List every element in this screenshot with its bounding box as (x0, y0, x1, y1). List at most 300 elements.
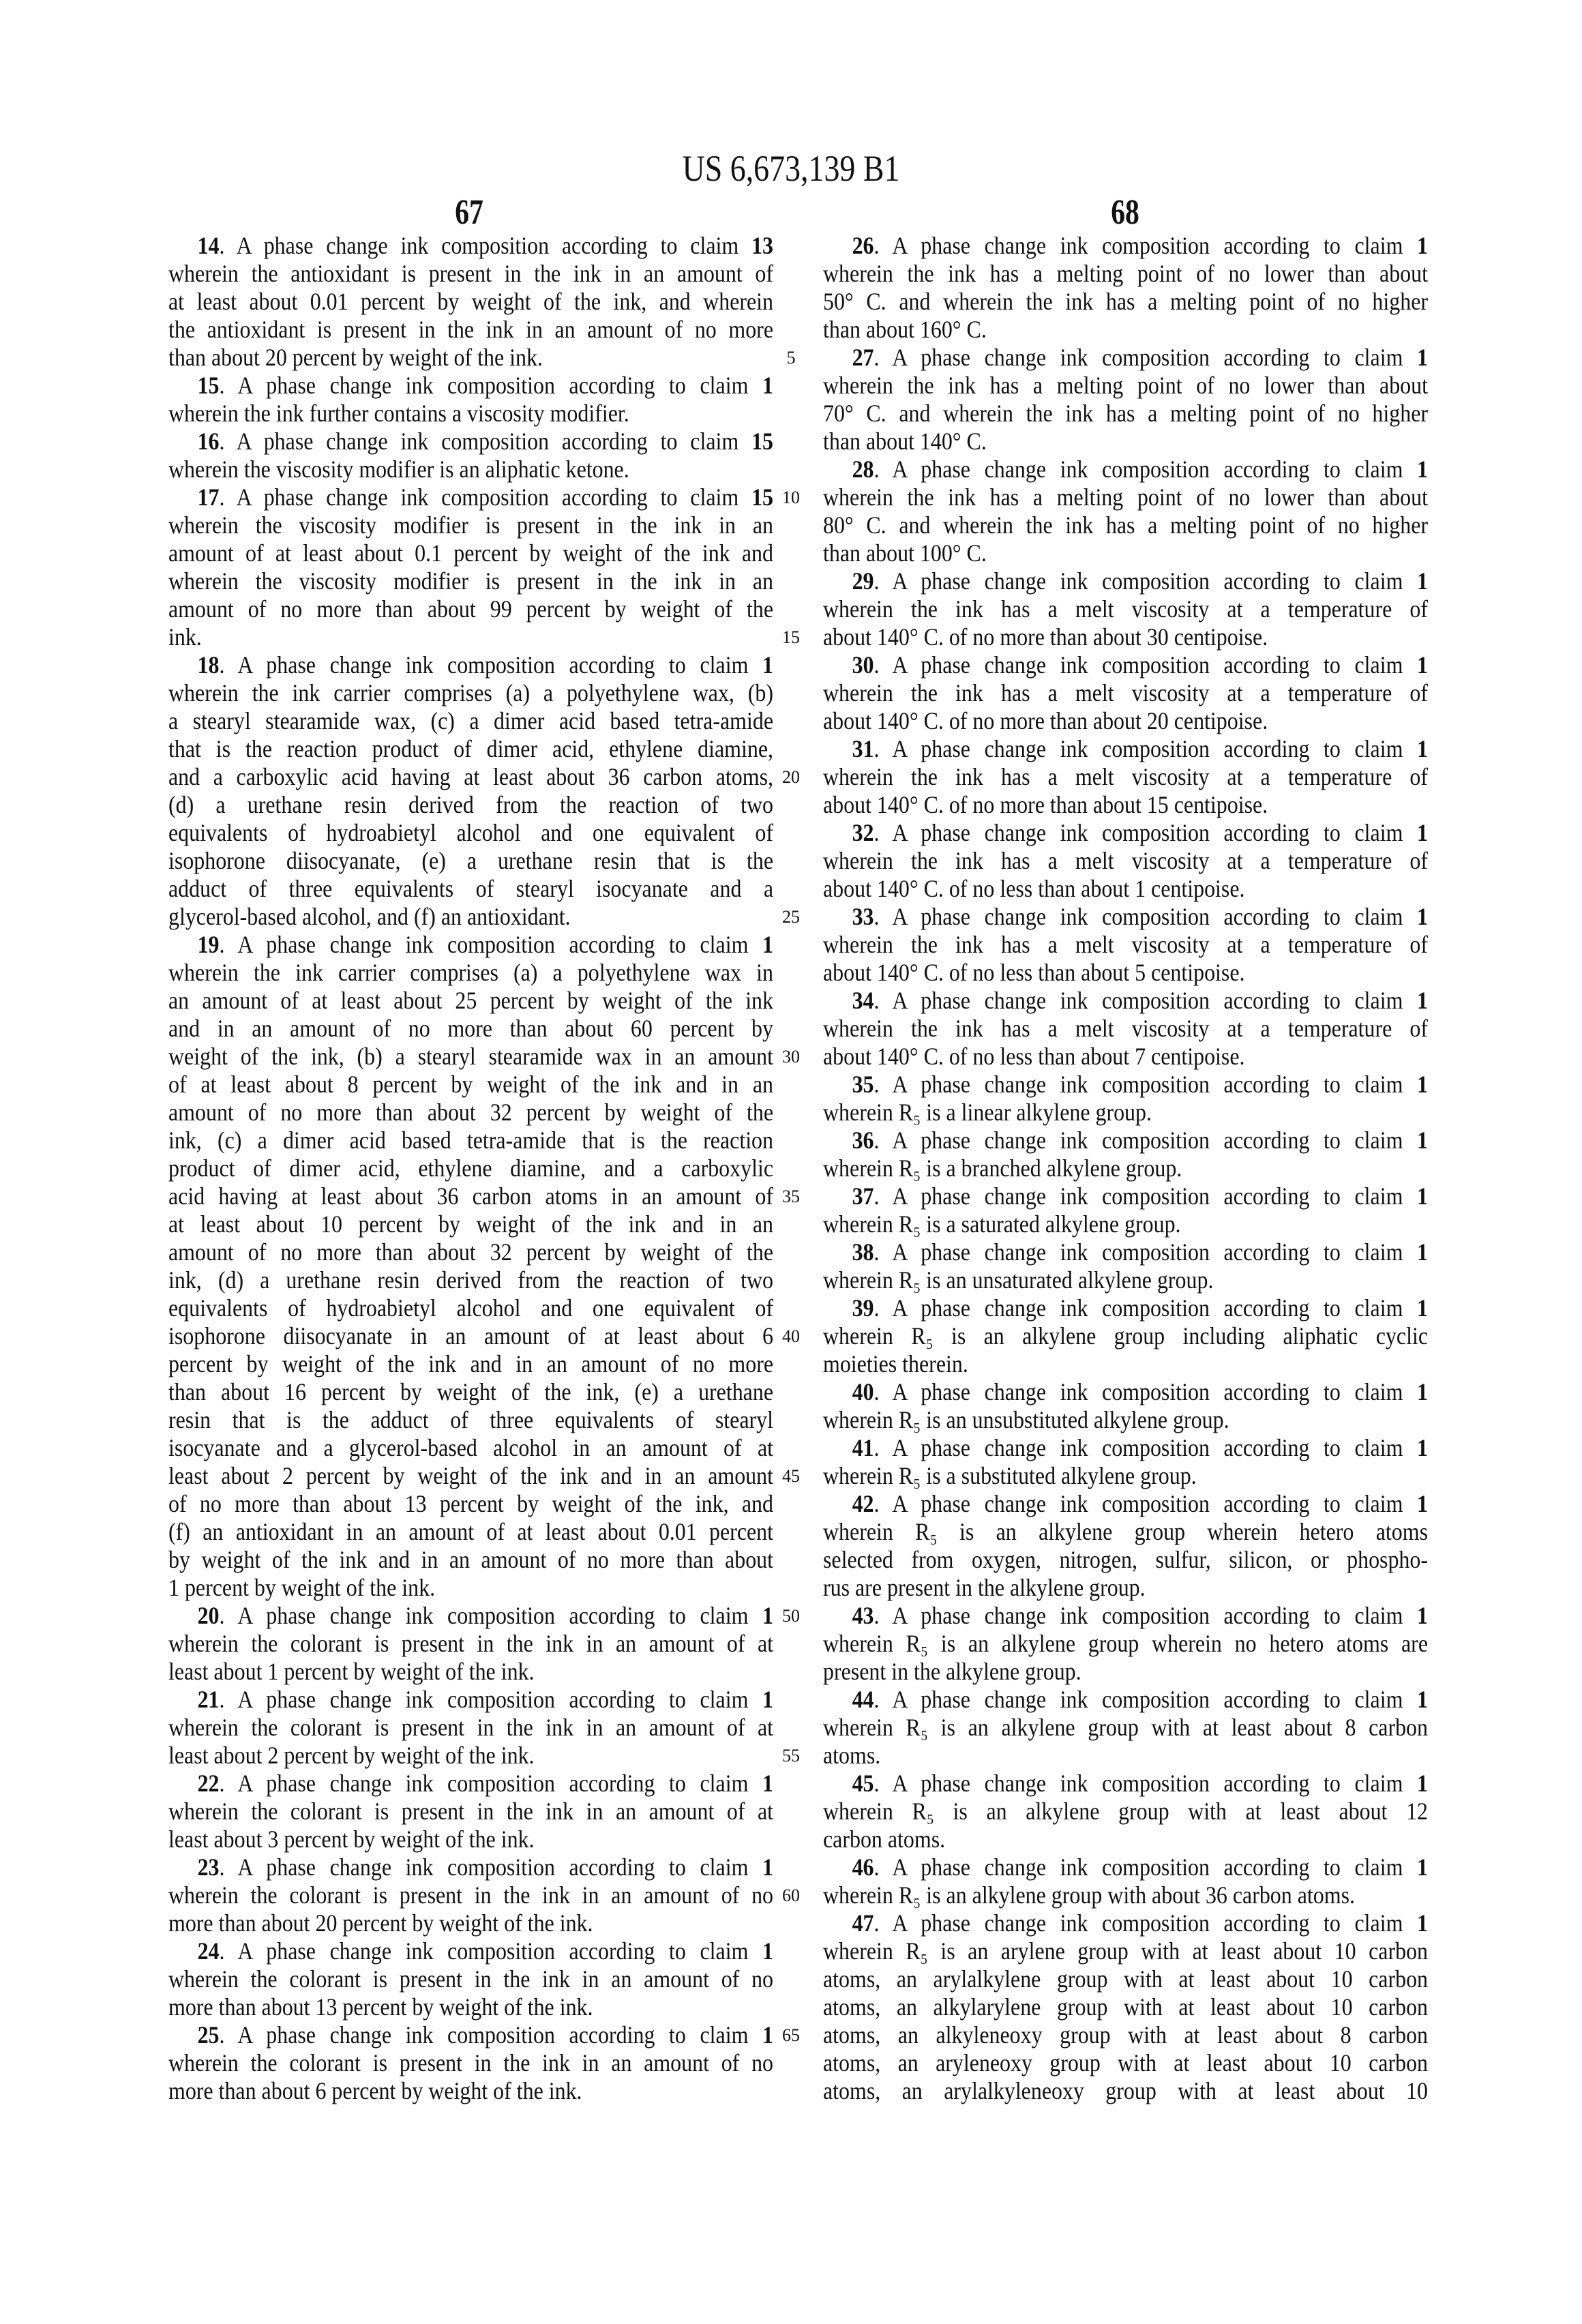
line-text: . A phase change ink composition according to claim (874, 1238, 1418, 1266)
line-text: more than about 6 percent by weight of the ink. (168, 2077, 582, 2104)
claim-reference: 1 (762, 651, 773, 679)
line-text: atoms, an alkyleneoxy group with at least about 8 carbon (823, 2021, 1428, 2049)
claim-start-line (168, 1853, 773, 1881)
line-text: . A phase change ink composition according to claim (220, 1602, 763, 1629)
line-text: adduct of three equivalents of stearyl isocyanate and a (168, 875, 773, 902)
line-text: . A phase change ink composition according to claim (220, 1937, 763, 1965)
line-text: (f) an antioxidant in an amount of at least about 0.01 percent (168, 1518, 773, 1545)
line-text: . A phase change ink composition according to claim (874, 1071, 1418, 1098)
text-line (823, 1015, 1428, 1043)
line-text: . A phase change ink composition according to claim (220, 651, 763, 679)
claim-number: 46 (852, 1853, 874, 1881)
claim-number: 47 (852, 1909, 874, 1937)
text-line (168, 1490, 773, 1518)
line-text: . A phase change ink composition according to claim (874, 567, 1418, 595)
line-text: wherein the ink has a melting point of no lower than about (823, 483, 1428, 511)
claim-number: 26 (852, 232, 874, 259)
line-text: . A phase change ink composition according to claim (874, 1770, 1418, 1797)
text-line (823, 1154, 1428, 1182)
line-text: atoms. (823, 1742, 880, 1769)
claim-number: 36 (852, 1127, 874, 1154)
claim-start-line (823, 651, 1428, 679)
claim-number: 27 (852, 344, 874, 371)
line-text: wherein the ink has a melt viscosity at a temperature of (823, 763, 1428, 790)
line-text: . A phase change ink composition according to claim (220, 428, 752, 455)
margin-line-number: 15 (777, 623, 805, 651)
claim-reference: 1 (1417, 987, 1428, 1014)
line-text: . A phase change ink composition according to claim (220, 1853, 763, 1881)
text-line (823, 875, 1428, 903)
line-text: wherein the ink has a melt viscosity at a temperature of (823, 595, 1428, 623)
claim-start-line (823, 1909, 1428, 1937)
text-line (168, 875, 773, 903)
line-text: . A phase change ink composition according to claim (874, 1686, 1418, 1713)
line-text: wherein the colorant is present in the ink in an amount of at (168, 1714, 773, 1741)
claim-reference: 1 (762, 2021, 773, 2049)
claim-reference: 1 (762, 1602, 773, 1629)
claim-start-line (823, 1294, 1428, 1322)
line-text: wherein R₅ is a linear alkylene group. (823, 1099, 1152, 1126)
line-text: more than about 13 percent by weight of the ink. (168, 1993, 593, 2021)
line-text: least about 2 percent by weight of the ink. (168, 1742, 534, 1769)
line-text: wherein the ink has a melt viscosity at a temperature of (823, 931, 1428, 958)
line-text: least about 1 percent by weight of the ink. (168, 1658, 534, 1685)
line-text: ink, (c) a dimer acid based tetra-amide that is the reaction (168, 1127, 773, 1154)
line-text: 80° C. and wherein the ink has a melting point of no higher (823, 511, 1428, 539)
line-text: equivalents of hydroabietyl alcohol and one equivalent of (168, 819, 773, 846)
claim-reference: 15 (751, 428, 773, 455)
line-text: least about 3 percent by weight of the ink. (168, 1826, 534, 1853)
text-line (168, 2077, 773, 2105)
line-text: wherein the antioxidant is present in the ink in an amount of (168, 260, 773, 287)
claim-number: 43 (852, 1602, 874, 1629)
text-line (823, 1099, 1428, 1127)
line-text: at least about 10 percent by weight of the ink and in an (168, 1210, 773, 1238)
text-line (168, 1378, 773, 1406)
line-text: rus are present in the alkylene group. (823, 1574, 1146, 1601)
text-line (168, 1071, 773, 1099)
line-text: about 140° C. of no less than about 7 centipoise. (823, 1043, 1245, 1070)
line-text: wherein R₅ is an unsaturated alkylene group. (823, 1266, 1213, 1294)
text-line (823, 316, 1428, 344)
text-line (823, 791, 1428, 819)
text-line (823, 959, 1428, 987)
text-line (823, 260, 1428, 288)
line-text: and in an amount of no more than about 60 percent by (168, 1015, 773, 1042)
claim-reference: 1 (762, 1937, 773, 1965)
claim-start-line (823, 1378, 1428, 1406)
text-line (168, 763, 773, 791)
line-text: by weight of the ink and in an amount of no more than about (168, 1546, 773, 1573)
claim-start-line (823, 456, 1428, 483)
text-line (168, 260, 773, 288)
text-line (823, 1658, 1428, 1686)
claim-number: 35 (852, 1071, 874, 1098)
line-text: the antioxidant is present in the ink in an amount of no more (168, 316, 773, 343)
patent-number: US 6,673,139 B1 (119, 145, 1463, 192)
text-line (168, 1434, 773, 1462)
text-line (168, 1462, 773, 1490)
claim-reference: 1 (1417, 1238, 1428, 1266)
line-text: ink. (168, 623, 202, 651)
text-line (168, 1266, 773, 1294)
claim-start-line (168, 1602, 773, 1630)
claim-start-line (823, 1853, 1428, 1881)
line-text: 50° C. and wherein the ink has a melting point of no higher (823, 288, 1428, 315)
line-text: wherein the colorant is present in the ink in an amount of no (168, 2049, 773, 2076)
text-line (823, 1266, 1428, 1294)
line-text: . A phase change ink composition according to claim (874, 735, 1418, 762)
text-line (168, 1798, 773, 1826)
text-line (168, 567, 773, 595)
text-line (168, 959, 773, 987)
claim-start-line (168, 1770, 773, 1798)
claim-reference: 1 (1417, 1602, 1428, 1629)
text-line (823, 623, 1428, 651)
claim-number: 18 (198, 651, 220, 679)
line-text: . A phase change ink composition according to claim (874, 1853, 1418, 1881)
claim-number: 17 (198, 483, 220, 511)
line-text: . A phase change ink composition according to claim (874, 903, 1418, 930)
claim-reference: 1 (762, 372, 773, 399)
line-text: than about 140° C. (823, 428, 987, 455)
claim-reference: 1 (1417, 1686, 1428, 1713)
text-line (168, 316, 773, 344)
line-text: wherein R₅ is an unsubstituted alkylene group. (823, 1406, 1229, 1433)
line-text: atoms, an arylalkylene group with at least about 10 carbon (823, 1965, 1428, 1993)
claim-reference: 1 (1417, 456, 1428, 483)
line-text: . A phase change ink composition according to claim (874, 1294, 1418, 1322)
text-line (168, 819, 773, 847)
line-text: wherein the colorant is present in the ink in an amount of no (168, 1965, 773, 1993)
text-line (168, 1658, 773, 1686)
margin-line-number: 35 (777, 1182, 805, 1210)
line-text: wherein the ink has a melting point of no lower than about (823, 372, 1428, 399)
claim-start-line (823, 987, 1428, 1015)
line-text: amount of no more than about 32 percent by weight of the (168, 1238, 773, 1266)
text-line (168, 400, 773, 428)
claim-start-line (823, 1490, 1428, 1518)
margin-line-number: 60 (777, 1881, 805, 1909)
claim-number: 41 (852, 1434, 874, 1461)
claim-reference: 1 (1417, 232, 1428, 259)
margin-line-number: 25 (777, 903, 805, 931)
line-text: isophorone diisocyanate in an amount of at least about 6 (168, 1322, 773, 1350)
line-text: amount of no more than about 99 percent by weight of the (168, 595, 773, 623)
line-text: than about 16 percent by weight of the ink, (e) a urethane (168, 1378, 773, 1405)
claim-number: 44 (852, 1686, 874, 1713)
line-text: an amount of at least about 25 percent by weight of the ink (168, 987, 773, 1014)
line-text: wherein R₅ is an alkylene group wherein hetero atoms (823, 1518, 1428, 1545)
line-text: of at least about 8 percent by weight of the ink and in an (168, 1071, 773, 1098)
line-text: . A phase change ink composition according to claim (874, 456, 1418, 483)
claim-reference: 1 (1417, 344, 1428, 371)
text-line (168, 2049, 773, 2077)
claim-reference: 1 (1417, 1434, 1428, 1461)
line-text: . A phase change ink composition according to claim (220, 372, 763, 399)
claim-start-line (823, 1238, 1428, 1266)
claim-reference: 1 (1417, 1490, 1428, 1517)
text-line (168, 511, 773, 539)
text-line (823, 1322, 1428, 1350)
claim-reference: 1 (1417, 1378, 1428, 1405)
claim-start-line (823, 735, 1428, 763)
claim-reference: 15 (751, 483, 773, 511)
margin-line-number: 20 (777, 763, 805, 791)
text-line (823, 288, 1428, 316)
claim-start-line (823, 1182, 1428, 1210)
line-text: weight of the ink, (b) a stearyl stearamide wax in an amount (168, 1043, 773, 1070)
claim-number: 31 (852, 735, 874, 762)
line-text: present in the alkylene group. (823, 1658, 1081, 1685)
text-line (823, 1350, 1428, 1378)
claim-number: 38 (852, 1238, 874, 1266)
text-line (168, 903, 773, 931)
claim-start-line (823, 1602, 1428, 1630)
text-line (168, 539, 773, 567)
text-line (823, 2021, 1428, 2049)
text-line (823, 1210, 1428, 1238)
claim-start-line (168, 483, 773, 511)
line-text: wherein the colorant is present in the ink in an amount of at (168, 1630, 773, 1657)
line-text: ink, (d) a urethane resin derived from the reaction of two (168, 1266, 773, 1294)
text-line (168, 1965, 773, 1993)
claim-number: 33 (852, 903, 874, 930)
text-line (168, 1238, 773, 1266)
line-text: . A phase change ink composition according to claim (874, 651, 1418, 679)
text-line (823, 1462, 1428, 1490)
line-text: . A phase change ink composition according to claim (220, 1686, 763, 1713)
text-line (823, 1742, 1428, 1770)
claim-number: 39 (852, 1294, 874, 1322)
text-line (168, 595, 773, 623)
line-text: wherein R₅ is an alkylene group wherein no hetero atoms are (823, 1630, 1428, 1657)
line-text: least about 2 percent by weight of the ink and in an amount (168, 1462, 773, 1489)
text-line (823, 1518, 1428, 1546)
claim-reference: 1 (1417, 1182, 1428, 1210)
margin-line-number: 55 (777, 1742, 805, 1770)
claim-reference: 1 (1417, 1294, 1428, 1322)
text-line (823, 372, 1428, 400)
line-text: . A phase change ink composition according to claim (874, 1490, 1418, 1517)
line-text: wherein R₅ is an alkylene group with about 36 carbon atoms. (823, 1881, 1355, 1909)
text-line (823, 428, 1428, 456)
text-line (168, 1015, 773, 1043)
line-text: wherein R₅ is a branched alkylene group. (823, 1154, 1182, 1182)
claim-start-line (168, 2021, 773, 2049)
claim-number: 22 (198, 1770, 220, 1797)
line-text: wherein the ink carrier comprises (a) a polyethylene wax in (168, 959, 773, 986)
line-text: at least about 0.01 percent by weight of the ink, and wherein (168, 288, 773, 315)
text-line (168, 1742, 773, 1770)
line-text: wherein the ink carrier comprises (a) a polyethylene wax, (b) (168, 679, 773, 706)
claim-number: 42 (852, 1490, 874, 1517)
claim-reference: 1 (1417, 1071, 1428, 1098)
text-line (823, 1406, 1428, 1434)
line-text: atoms, an alkylarylene group with at least about 10 carbon (823, 1993, 1428, 2021)
claim-reference: 1 (1417, 1909, 1428, 1937)
right-column-number: 68 (1071, 191, 1180, 235)
line-text: . A phase change ink composition according to claim (874, 1602, 1418, 1629)
line-text: acid having at least about 36 carbon atoms in an amount of (168, 1182, 773, 1210)
line-text: glycerol-based alcohol, and (f) an antioxidant. (168, 903, 571, 930)
claim-start-line (823, 1686, 1428, 1714)
claim-start-line (823, 344, 1428, 372)
line-text: (d) a urethane resin derived from the reaction of two (168, 791, 773, 818)
line-text: . A phase change ink composition according to claim (220, 2021, 763, 2049)
line-text: resin that is the adduct of three equivalents of stearyl (168, 1406, 773, 1433)
line-text: equivalents of hydroabietyl alcohol and one equivalent of (168, 1294, 773, 1322)
claim-start-line (823, 1127, 1428, 1154)
text-line (823, 1798, 1428, 1826)
claim-start-line (823, 819, 1428, 847)
line-text: of no more than about 13 percent by weight of the ink, and (168, 1490, 773, 1517)
line-text: wherein the ink further contains a viscosity modifier. (168, 400, 629, 427)
claim-start-line (823, 1071, 1428, 1099)
claim-reference: 1 (1417, 651, 1428, 679)
line-text: 1 percent by weight of the ink. (168, 1574, 435, 1601)
claim-number: 28 (852, 456, 874, 483)
claim-reference: 1 (1417, 1127, 1428, 1154)
claim-reference: 1 (1417, 1853, 1428, 1881)
line-text: . A phase change ink composition according to claim (874, 1378, 1418, 1405)
text-line (823, 511, 1428, 539)
text-line (168, 1182, 773, 1210)
line-text: wherein R₅ is an alkylene group with at least about 8 carbon (823, 1714, 1428, 1741)
text-line (168, 707, 773, 735)
claim-reference: 1 (762, 1686, 773, 1713)
text-line (168, 1909, 773, 1937)
margin-line-number: 45 (777, 1462, 805, 1490)
line-text: wherein the ink has a melt viscosity at a temperature of (823, 1015, 1428, 1042)
text-line (823, 679, 1428, 707)
line-text: isophorone diisocyanate, (e) a urethane resin that is the (168, 847, 773, 874)
text-line (168, 1546, 773, 1574)
claim-number: 21 (198, 1686, 220, 1713)
line-text: isocyanate and a glycerol-based alcohol in an amount of at (168, 1434, 773, 1461)
text-line (823, 1574, 1428, 1602)
line-text: wherein R₅ is an arylene group with at least about 10 carbon (823, 1937, 1428, 1965)
claim-reference: 1 (1417, 819, 1428, 846)
text-line (823, 2077, 1428, 2105)
line-text: about 140° C. of no more than about 15 centipoise. (823, 791, 1268, 818)
line-text: selected from oxygen, nitrogen, sulfur, silicon, or phospho- (823, 1546, 1428, 1573)
line-text: and a carboxylic acid having at least about 36 carbon atoms, (168, 763, 773, 790)
claim-number: 30 (852, 651, 874, 679)
text-line (823, 1965, 1428, 1993)
text-line (823, 595, 1428, 623)
text-line (168, 1043, 773, 1071)
text-line (823, 400, 1428, 428)
claim-start-line (168, 232, 773, 260)
text-line (168, 1881, 773, 1909)
text-line (168, 1574, 773, 1602)
claim-number: 32 (852, 819, 874, 846)
text-line (168, 1406, 773, 1434)
line-text: 70° C. and wherein the ink has a melting point of no higher (823, 400, 1428, 427)
line-text: . A phase change ink composition according to claim (220, 483, 752, 511)
margin-line-number: 10 (777, 483, 805, 511)
line-text: . A phase change ink composition according to claim (874, 1909, 1418, 1937)
text-line (168, 1099, 773, 1127)
line-text: than about 100° C. (823, 539, 987, 567)
line-text: about 140° C. of no less than about 5 centipoise. (823, 959, 1245, 986)
claim-reference: 1 (762, 1853, 773, 1881)
margin-line-number: 5 (777, 344, 805, 372)
text-line (168, 288, 773, 316)
claim-start-line (823, 903, 1428, 931)
line-text: . A phase change ink composition according to claim (874, 1127, 1418, 1154)
claim-number: 25 (198, 2021, 220, 2049)
claim-reference: 1 (762, 931, 773, 958)
text-line (168, 679, 773, 707)
left-text-column (168, 232, 773, 2105)
line-text: about 140° C. of no more than about 20 centipoise. (823, 707, 1268, 734)
text-line (168, 1993, 773, 2021)
claim-start-line (823, 567, 1428, 595)
text-line (823, 539, 1428, 567)
claim-start-line (168, 931, 773, 959)
line-text: . A phase change ink composition according to claim (220, 1770, 763, 1797)
text-line (823, 1546, 1428, 1574)
line-text: wherein the ink has a melt viscosity at a temperature of (823, 679, 1428, 706)
claim-start-line (823, 1770, 1428, 1798)
claim-number: 24 (198, 1937, 220, 1965)
text-line (168, 735, 773, 763)
text-line (168, 1630, 773, 1658)
line-text: . A phase change ink composition according to claim (874, 1434, 1418, 1461)
claim-reference: 1 (1417, 903, 1428, 930)
text-line (823, 707, 1428, 735)
line-text: wherein the viscosity modifier is present in the ink in an (168, 511, 773, 539)
line-text: amount of no more than about 32 percent by weight of the (168, 1099, 773, 1126)
margin-line-number: 40 (777, 1322, 805, 1350)
claim-start-line (168, 1686, 773, 1714)
line-text: carbon atoms. (823, 1826, 945, 1853)
text-line (168, 1714, 773, 1742)
line-text: that is the reaction product of dimer acid, ethylene diamine, (168, 735, 773, 762)
line-text: . A phase change ink composition according to claim (874, 987, 1418, 1014)
text-line (168, 344, 773, 372)
text-line (823, 1993, 1428, 2021)
claim-number: 15 (198, 372, 220, 399)
text-line (823, 2049, 1428, 2077)
line-text: than about 160° C. (823, 316, 987, 343)
line-text: atoms, an aryleneoxy group with at least about 10 carbon (823, 2049, 1428, 2076)
text-line (823, 1714, 1428, 1742)
line-text: about 140° C. of no more than about 30 centipoise. (823, 623, 1268, 651)
text-line (168, 1350, 773, 1378)
line-text: wherein the viscosity modifier is present in the ink in an (168, 567, 773, 595)
claim-reference: 1 (1417, 1770, 1428, 1797)
text-line (168, 791, 773, 819)
line-text: wherein R₅ is an alkylene group including aliphatic cyclic (823, 1322, 1428, 1350)
claim-reference: 1 (1417, 735, 1428, 762)
line-text: wherein the colorant is present in the ink in an amount of at (168, 1798, 773, 1825)
claim-start-line (168, 428, 773, 456)
line-text: a stearyl stearamide wax, (c) a dimer acid based tetra-amide (168, 707, 773, 734)
line-text: about 140° C. of no less than about 1 centipoise. (823, 875, 1245, 902)
claim-reference: 1 (762, 1770, 773, 1797)
claim-number: 20 (198, 1602, 220, 1629)
line-text: wherein the ink has a melting point of no lower than about (823, 260, 1428, 287)
line-text: . A phase change ink composition according to claim (874, 819, 1418, 846)
claim-start-line (823, 232, 1428, 260)
claim-start-line (823, 1434, 1428, 1462)
margin-line-number: 65 (777, 2021, 805, 2049)
text-line (823, 847, 1428, 875)
line-text: percent by weight of the ink and in an amount of no more (168, 1350, 773, 1377)
